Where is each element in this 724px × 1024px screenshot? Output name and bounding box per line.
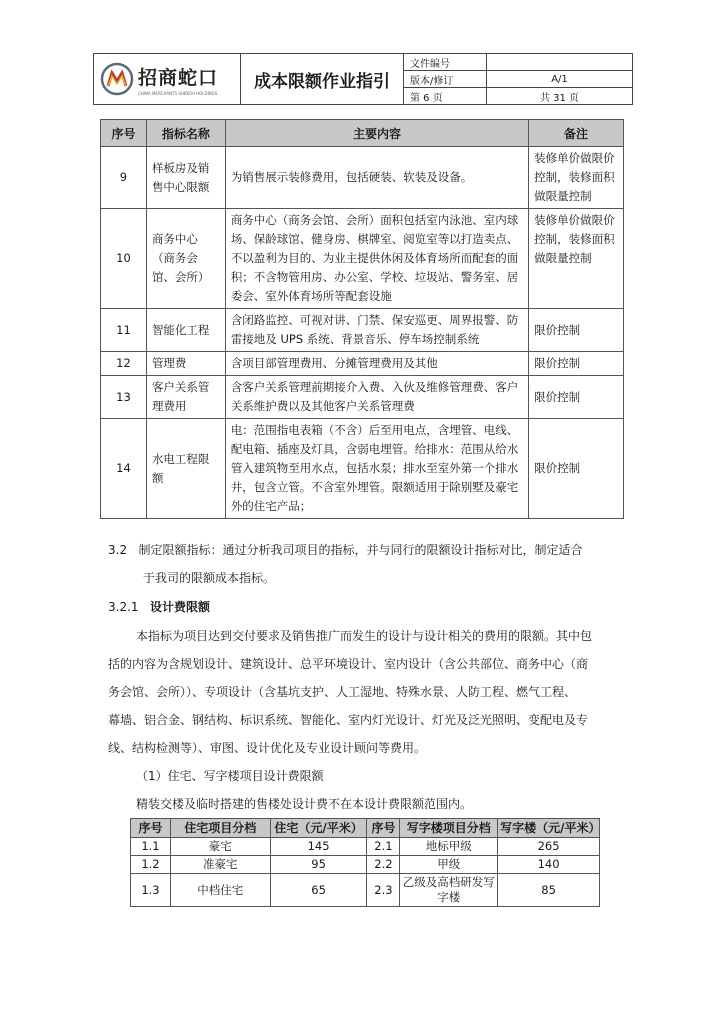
cell-office-item: 甲级 <box>400 856 498 874</box>
file-no-value <box>487 54 633 71</box>
indicator-table <box>100 119 624 519</box>
col-header-no: 序号 <box>367 819 400 838</box>
row-content: 含项目部管理费用、分摊管理费用及其他 <box>225 352 528 376</box>
row-note: 限价控制 <box>529 309 624 352</box>
note-line: 精装交楼及临时搭建的售楼处设计费不在本设计费限额范围内。 <box>136 797 473 811</box>
col-header-residential: 住宅（元/平米） <box>270 819 367 838</box>
row-no: 10 <box>101 209 147 309</box>
table-row <box>101 376 624 419</box>
cell-no: 2.3 <box>367 874 400 907</box>
row-note: 装修单价做限价控制，装修面积做限量控制 <box>529 147 624 209</box>
file-no-label: 文件编号 <box>404 54 487 71</box>
section-number: 3.2 <box>108 543 128 557</box>
row-content: 含客户关系管理前期接介入费、入伙及维修管理费、客户关系维护费以及其他客户关系管理费 <box>225 376 528 419</box>
cell-residential-value: 145 <box>270 838 367 856</box>
col-header-no: 序号 <box>101 120 147 147</box>
row-no: 11 <box>101 309 147 352</box>
col-header-note: 备注 <box>529 120 624 147</box>
row-note: 限价控制 <box>529 376 624 419</box>
para-line-1: 本指标为项目达到交付要求及销售推广而发生的设计与设计相关的费用的限额。其中包 <box>136 629 593 643</box>
table-row <box>131 838 600 856</box>
cell-no: 2.1 <box>367 838 400 856</box>
row-name: 样板房及销售中心限额 <box>146 147 225 209</box>
row-name: 商务中心（商务会馆、会所） <box>146 209 225 309</box>
cell-residential-value: 65 <box>270 874 367 907</box>
document-title: 成本限额作业指引 <box>241 54 404 105</box>
col-header-office-item: 写字楼项目分档 <box>400 819 498 838</box>
cell-no: 1.3 <box>131 874 171 907</box>
section-number: 3.2.1 <box>108 600 139 614</box>
row-note: 装修单价做限价控制，装修面积做限量控制 <box>529 209 624 309</box>
subsection-1: （1）住宅、写字楼项目设计费限额 <box>136 769 324 783</box>
row-note: 限价控制 <box>529 419 624 519</box>
cell-office-item: 乙级及高档研发写字楼 <box>400 874 498 907</box>
cell-no: 1.1 <box>131 838 171 856</box>
row-name: 智能化工程 <box>146 309 225 352</box>
section-3-2-cont: 于我司的限额成本指标。 <box>143 571 276 585</box>
row-no: 13 <box>101 376 147 419</box>
row-name: 客户关系管理费用 <box>146 376 225 419</box>
company-logo-icon <box>100 62 134 96</box>
row-no: 9 <box>101 147 147 209</box>
col-header-residential-item: 住宅项目分档 <box>170 819 270 838</box>
col-header-name: 指标名称 <box>146 120 225 147</box>
row-name: 水电工程限额 <box>146 419 225 519</box>
cell-office-value: 85 <box>498 874 600 907</box>
page-number: 第 6 页 <box>404 88 487 105</box>
design-fee-table <box>130 818 600 907</box>
cell-residential-item: 准豪宅 <box>170 856 270 874</box>
row-name: 管理费 <box>146 352 225 376</box>
table-row <box>101 147 624 209</box>
row-content: 商务中心（商务会馆、会所）面积包括室内泳池、室内球场、保龄球馆、健身房、棋牌室、阅览室等以打造卖点、不以盈利为目的、为业主提供休闲及体育场所而配套的面积；不含物管用房、办公室、学校、垃圾站、警务室、居委会、室外体育场所等配套设施 <box>225 209 528 309</box>
logo <box>94 54 241 105</box>
section-3-2 <box>108 542 583 558</box>
cell-residential-value: 95 <box>270 856 367 874</box>
cell-no: 2.2 <box>367 856 400 874</box>
table-row <box>131 856 600 874</box>
section-text: 制定限额指标：通过分析我司项目的指标，并与同行的限额设计指标对比，制定适合 <box>138 543 583 557</box>
logo-subtitle: CHINA MERCHANTS SHEKOU HOLDINGS <box>138 90 218 96</box>
cell-office-value: 265 <box>498 838 600 856</box>
section-title: 设计费限额 <box>150 600 211 614</box>
col-header-office: 写字楼（元/平米） <box>498 819 600 838</box>
version-value: A/1 <box>487 71 633 88</box>
cell-residential-item: 豪宅 <box>170 838 270 856</box>
cell-office-item: 地标甲级 <box>400 838 498 856</box>
row-note: 限价控制 <box>529 352 624 376</box>
table-header-row <box>131 819 600 838</box>
table-row <box>101 209 624 309</box>
row-no: 14 <box>101 419 147 519</box>
para-line-5: 线、结构检测等）、审图、设计优化及专业设计顾问等费用。 <box>108 741 427 755</box>
table-row <box>131 874 600 907</box>
table-row <box>101 309 624 352</box>
para-line-3: 务会馆、会所））、专项设计（含基坑支护、人工湿地、特殊水景、人防工程、燃气工程、 <box>108 685 577 699</box>
col-header-content: 主要内容 <box>225 120 528 147</box>
page-total: 共 31 页 <box>487 88 633 105</box>
cell-residential-item: 中档住宅 <box>170 874 270 907</box>
logo-text: 招商蛇口 <box>138 66 219 89</box>
table-row <box>101 419 624 519</box>
row-content: 含闭路监控、可视对讲、门禁、保安巡更、周界报警、防雷接地及 UPS 系统、背景音乐、停车场控制系统 <box>225 309 528 352</box>
para-line-4: 幕墙、铝合金、钢结构、标识系统、智能化、室内灯光设计、灯光及泛光照明、变配电及专 <box>108 713 589 727</box>
row-content: 为销售展示装修费用，包括硬装、软装及设备。 <box>225 147 528 209</box>
row-no: 12 <box>101 352 147 376</box>
version-label: 版本/修订 <box>404 71 487 88</box>
row-content: 电：范围指电表箱（不含）后至用电点，含埋管、电线、配电箱、插座及灯具，含弱电埋管。给排水：范围从给水管入建筑物至用水点，包括水泵；排水至室外第一个排水井，包含立管。不含室外埋管。限额适用于除别墅及豪宅外的住宅产品； <box>225 419 528 519</box>
col-header-no: 序号 <box>131 819 171 838</box>
table-header-row <box>101 120 624 147</box>
section-3-2-1 <box>108 599 210 615</box>
table-row <box>101 352 624 376</box>
para-line-2: 括的内容为含规划设计、建筑设计、总平环境设计、室内设计（含公共部位、商务中心（商 <box>108 657 589 671</box>
cell-no: 1.2 <box>131 856 171 874</box>
document-header <box>93 53 633 105</box>
cell-office-value: 140 <box>498 856 600 874</box>
